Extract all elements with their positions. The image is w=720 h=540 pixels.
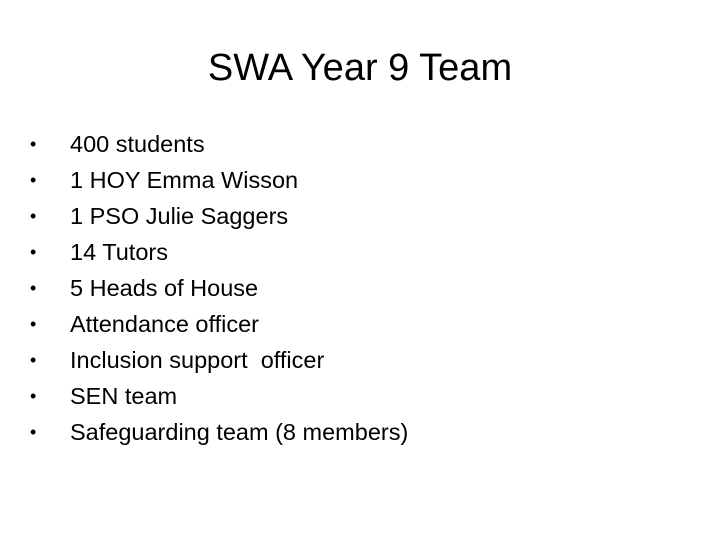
list-item-text: Inclusion support officer <box>70 347 325 373</box>
list-item-text: 5 Heads of House <box>70 275 259 301</box>
list-item-text: Safeguarding team (8 members) <box>70 419 409 445</box>
list-item <box>30 198 690 234</box>
bullet-icon: • <box>30 314 37 334</box>
bullet-icon: • <box>30 206 37 226</box>
list-item-text: Attendance officer <box>70 311 259 337</box>
list-item <box>30 378 690 414</box>
bullet-icon: • <box>30 422 37 442</box>
list-item <box>30 342 690 378</box>
bullet-list <box>30 126 690 450</box>
list-item <box>30 270 690 306</box>
list-item-text: SEN team <box>70 383 178 409</box>
bullet-icon: • <box>30 242 37 262</box>
list-item <box>30 162 690 198</box>
list-item-text: 400 students <box>70 131 205 157</box>
list-item-text: 1 PSO Julie Saggers <box>70 203 289 229</box>
list-item <box>30 414 690 450</box>
bullet-icon: • <box>30 278 37 298</box>
list-item <box>30 306 690 342</box>
slide-title: SWA Year 9 Team <box>207 47 513 89</box>
bullet-icon: • <box>30 386 37 406</box>
list-item <box>30 234 690 270</box>
bullet-icon: • <box>30 350 37 370</box>
list-item-text: 14 Tutors <box>70 239 168 265</box>
bullet-icon: • <box>30 134 37 154</box>
list-item-text: 1 HOY Emma Wisson <box>70 167 299 193</box>
list-item <box>30 126 690 162</box>
bullet-icon: • <box>30 170 37 190</box>
